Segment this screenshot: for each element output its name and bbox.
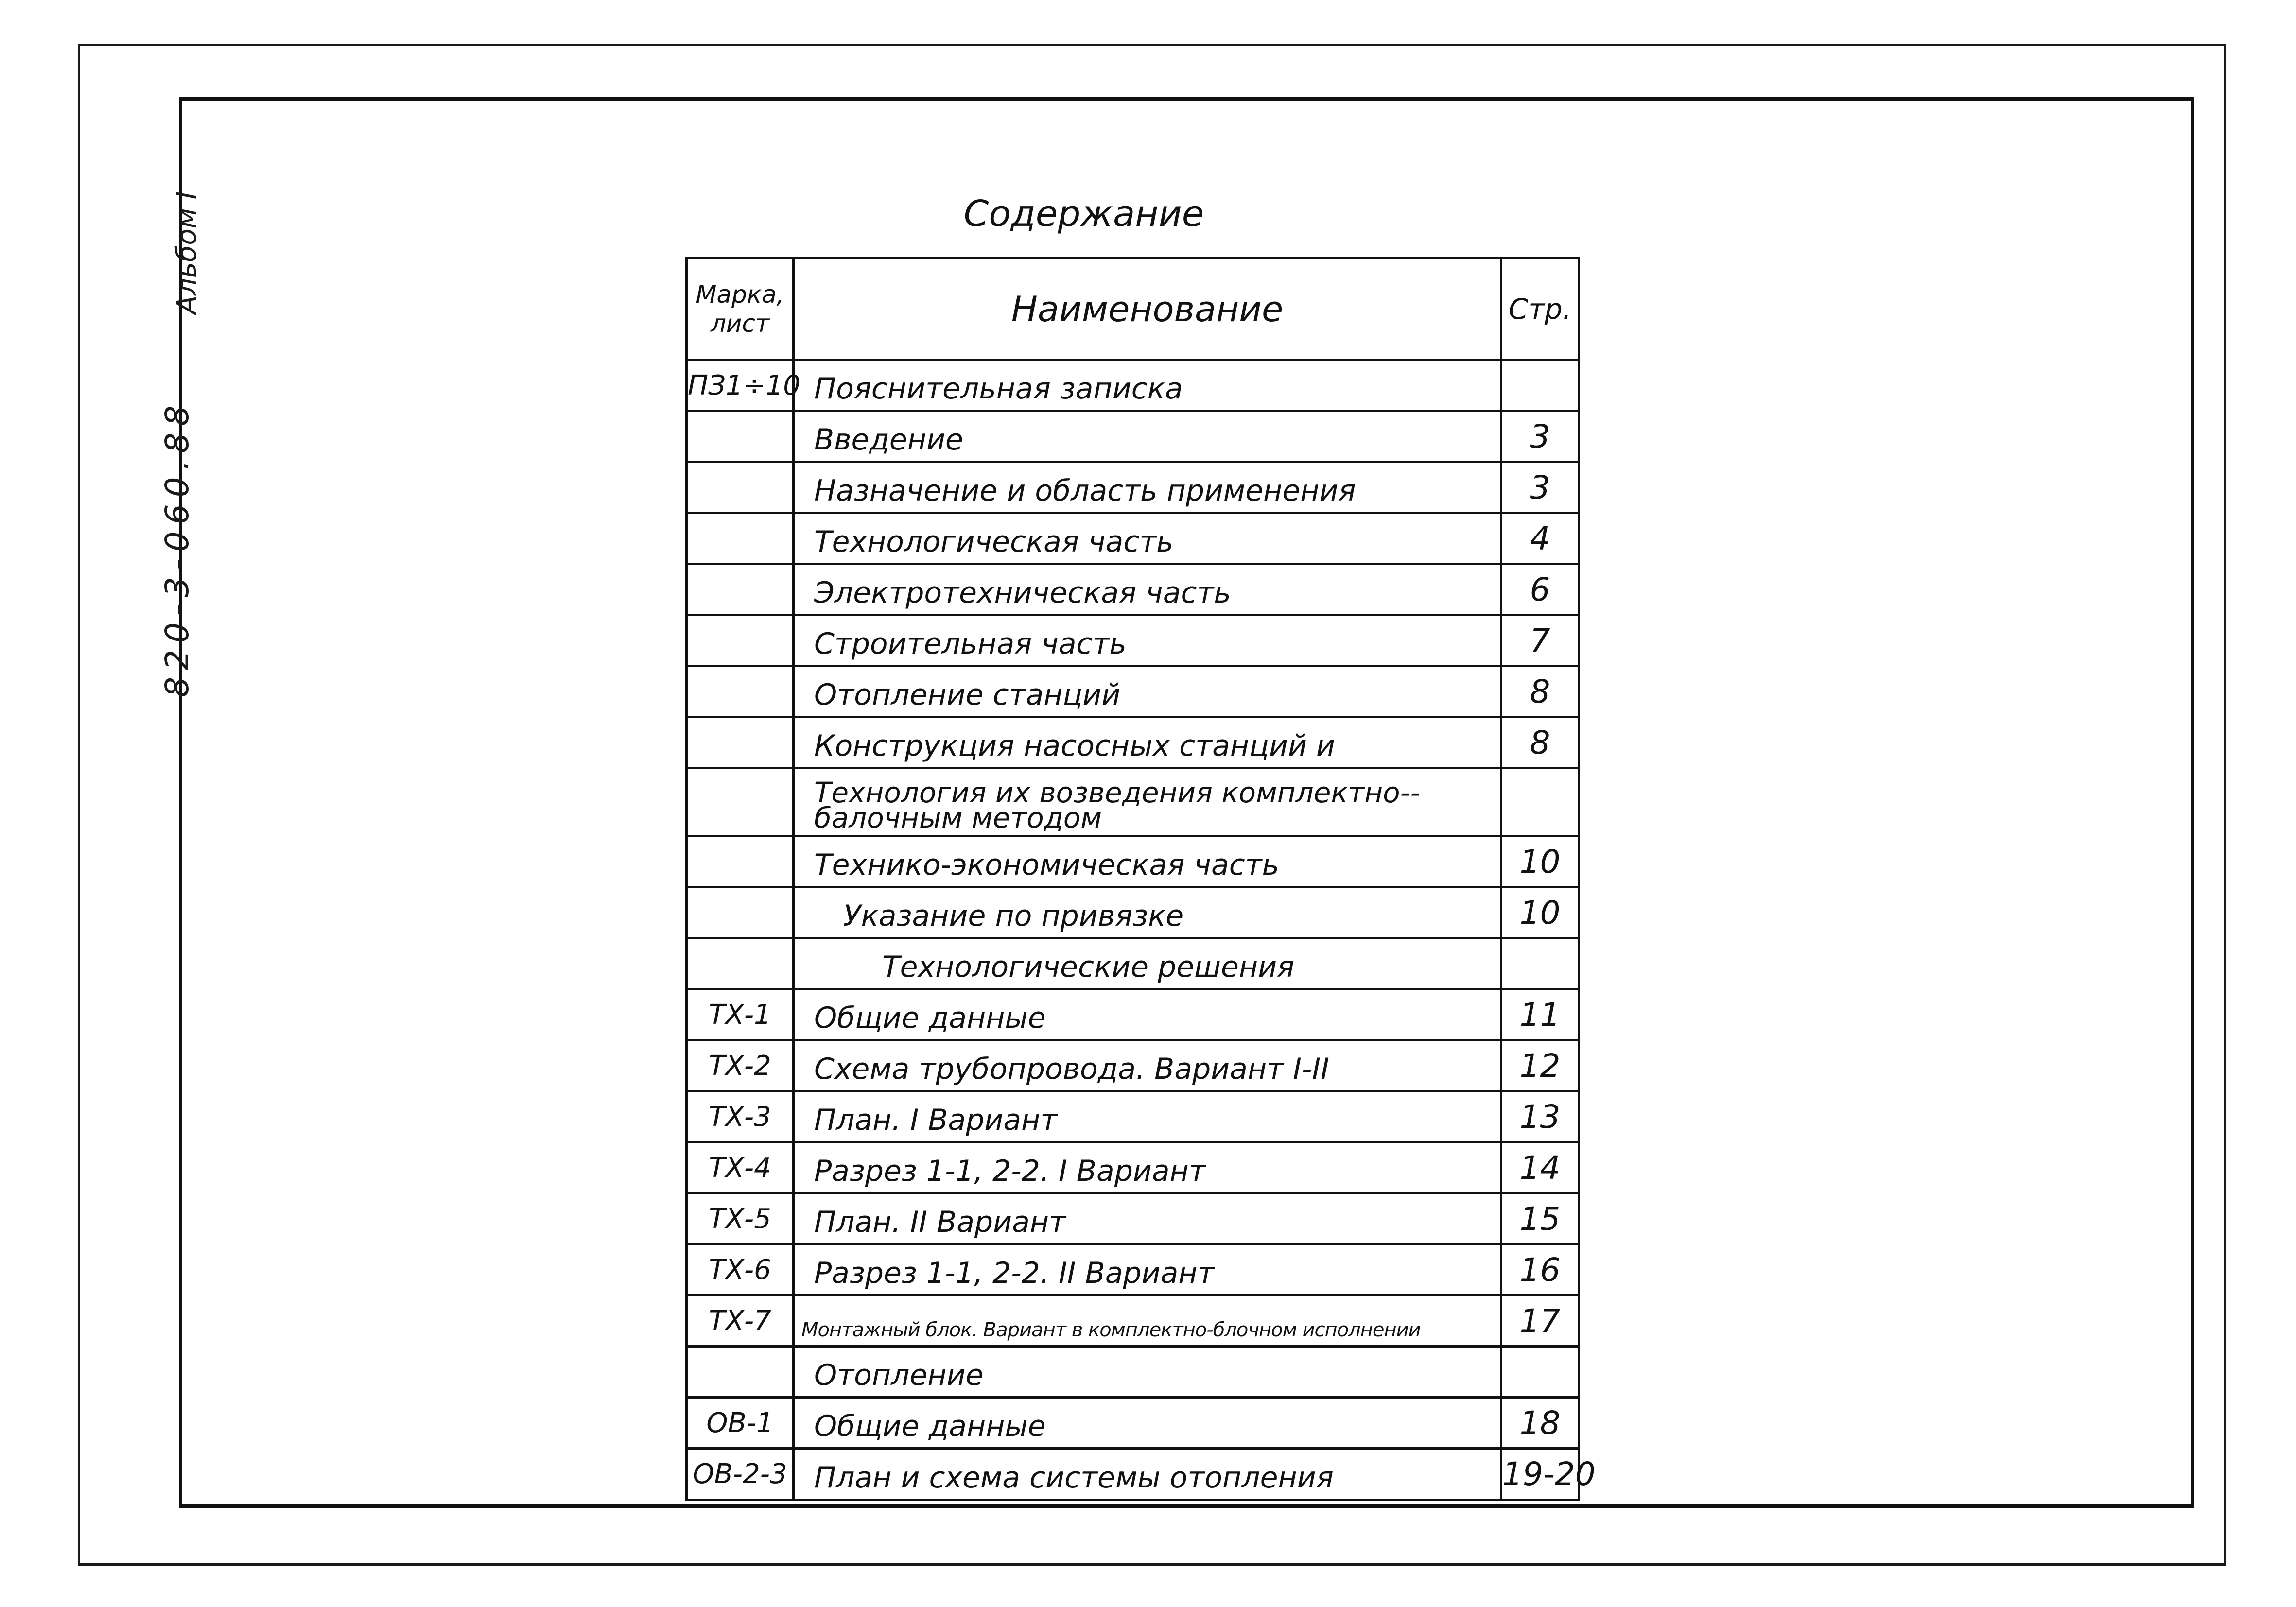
row-name: Общие данные xyxy=(794,1398,1501,1449)
table-row xyxy=(687,615,1579,666)
table-row xyxy=(687,564,1579,615)
row-page: 19-20 xyxy=(1501,1449,1579,1500)
row-code xyxy=(687,666,794,717)
album-label: Альбом I xyxy=(171,191,203,314)
row-code xyxy=(687,836,794,887)
row-page: 16 xyxy=(1501,1244,1579,1296)
row-page: 12 xyxy=(1501,1040,1579,1091)
table-row xyxy=(687,666,1579,717)
row-page xyxy=(1501,1347,1579,1398)
row-code xyxy=(687,564,794,615)
row-name: Электротехническая часть xyxy=(794,564,1501,615)
row-name: Разрез 1-1, 2-2. II Вариант xyxy=(794,1244,1501,1296)
table-row xyxy=(687,989,1579,1040)
row-page: 11 xyxy=(1501,989,1579,1040)
row-page: 4 xyxy=(1501,513,1579,564)
table-row xyxy=(687,462,1579,513)
row-name: Технологические решения xyxy=(794,938,1501,989)
table-row xyxy=(687,1296,1579,1347)
row-code xyxy=(687,717,794,768)
table-row xyxy=(687,411,1579,462)
row-page: 18 xyxy=(1501,1398,1579,1449)
row-name: План. II Вариант xyxy=(794,1193,1501,1244)
page-column-header: Стр. xyxy=(1501,258,1579,360)
row-page: 3 xyxy=(1501,462,1579,513)
table-row xyxy=(687,717,1579,768)
page-title: Содержание xyxy=(963,193,1204,235)
table-row xyxy=(687,360,1579,411)
row-name: Отопление xyxy=(794,1347,1501,1398)
row-code xyxy=(687,1347,794,1398)
row-page: 13 xyxy=(1501,1091,1579,1142)
row-name: Схема трубопровода. Вариант I-II xyxy=(794,1040,1501,1091)
row-code xyxy=(687,513,794,564)
row-name: План и схема системы отопления xyxy=(794,1449,1501,1500)
table-row xyxy=(687,768,1579,836)
table-row xyxy=(687,513,1579,564)
row-name: Отопление станций xyxy=(794,666,1501,717)
table-row xyxy=(687,1091,1579,1142)
row-name: Введение xyxy=(794,411,1501,462)
table-row xyxy=(687,1449,1579,1500)
table-row xyxy=(687,887,1579,938)
row-page: 10 xyxy=(1501,887,1579,938)
row-page: 7 xyxy=(1501,615,1579,666)
row-code: ОВ-1 xyxy=(687,1398,794,1449)
row-name: Общие данные xyxy=(794,989,1501,1040)
row-page: 15 xyxy=(1501,1193,1579,1244)
row-name: Разрез 1-1, 2-2. I Вариант xyxy=(794,1142,1501,1193)
row-code: ТХ-4 xyxy=(687,1142,794,1193)
table-row xyxy=(687,1040,1579,1091)
row-code xyxy=(687,615,794,666)
row-page: 6 xyxy=(1501,564,1579,615)
row-code: ПЗ1÷10 xyxy=(687,360,794,411)
name-column-header: Наименование xyxy=(794,258,1501,360)
row-page: 8 xyxy=(1501,717,1579,768)
table-row xyxy=(687,938,1579,989)
table-row xyxy=(687,1347,1579,1398)
row-name: Указание по привязке xyxy=(794,887,1501,938)
table-header-row xyxy=(687,258,1579,360)
table-row xyxy=(687,836,1579,887)
row-code xyxy=(687,462,794,513)
row-page xyxy=(1501,938,1579,989)
row-page xyxy=(1501,360,1579,411)
row-code: ОВ-2-3 xyxy=(687,1449,794,1500)
row-name: Технологическая часть xyxy=(794,513,1501,564)
row-code: ТХ-6 xyxy=(687,1244,794,1296)
mark-header-line2: лист xyxy=(710,309,770,338)
row-name: Назначение и область применения xyxy=(794,462,1501,513)
row-page: 8 xyxy=(1501,666,1579,717)
row-name: План. I Вариант xyxy=(794,1091,1501,1142)
contents-table xyxy=(685,257,1596,1501)
table-row xyxy=(687,1142,1579,1193)
row-name: Монтажный блок. Вариант в комплектно-блочном исполнении xyxy=(794,1296,1501,1347)
row-name: Конструкция насосных станций и xyxy=(794,717,1501,768)
row-page: 17 xyxy=(1501,1296,1579,1347)
row-page: 10 xyxy=(1501,836,1579,887)
row-code: ТХ-7 xyxy=(687,1296,794,1347)
row-code xyxy=(687,938,794,989)
table-row xyxy=(687,1398,1579,1449)
mark-column-header xyxy=(687,258,794,360)
table-row xyxy=(687,1193,1579,1244)
row-code xyxy=(687,411,794,462)
row-code: ТХ-3 xyxy=(687,1091,794,1142)
table-row xyxy=(687,1244,1579,1296)
row-name: Пояснительная записка xyxy=(794,360,1501,411)
row-page: 14 xyxy=(1501,1142,1579,1193)
row-code: ТХ-2 xyxy=(687,1040,794,1091)
row-page: 3 xyxy=(1501,411,1579,462)
row-code xyxy=(687,768,794,836)
document-code: 820-3-060.88 xyxy=(158,398,196,697)
row-code: ТХ-5 xyxy=(687,1193,794,1244)
row-code: ТХ-1 xyxy=(687,989,794,1040)
row-name: Технология их возведения комплектно--балочным методом xyxy=(794,768,1501,836)
row-name: Технико-экономическая часть xyxy=(794,836,1501,887)
row-page xyxy=(1501,768,1579,836)
row-name: Строительная часть xyxy=(794,615,1501,666)
row-code xyxy=(687,887,794,938)
mark-header-line1: Марка, xyxy=(696,280,784,309)
